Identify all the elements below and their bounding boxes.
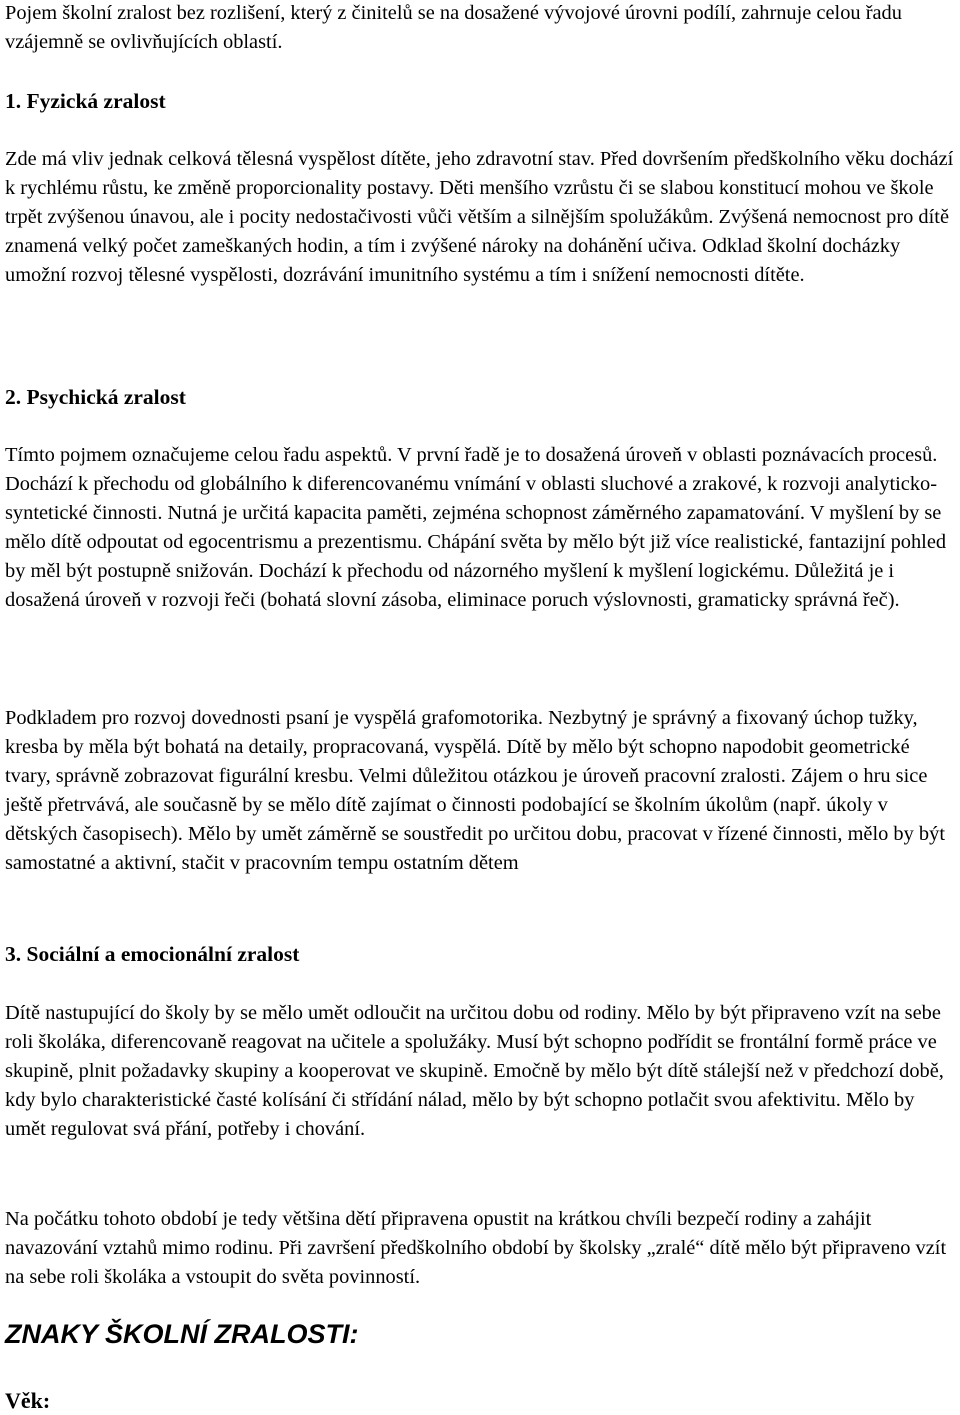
social-maturity-paragraph-2: Na počátku tohoto období je tedy většina dětí připravena opustit na krátkou chvíli bezpečí rodiny a zahájit navazování vztahů mimo rodinu. Při završení předškolního období by školsky „zralé“ dítě mělo být připraveno vzít na sebe roli školáka a vstoupit do světa povinností. (5, 1208, 947, 1288)
signs-heading: ZNAKY ŠKOLNÍ ZRALOSTI: (5, 1319, 359, 1349)
social-maturity-paragraph-1: Dítě nastupující do školy by se mělo umět odloučit na určitou dobu od rodiny. Mělo by být připraveno vzít na sebe roli školáka, diferencovaně reagovat na učitele a spolužáky. Musí být schopno podřídit se frontální formě práce ve skupině, plnit požadavky skupiny a kooperovat ve skupině. Emočně by mělo být dítě stálejší než v předchozí době, kdy bylo charakteristické časté kolísání či střídání nálad, mělo by být schopno potlačit svou afektivitu. Mělo by umět regulovat svá přání, potřeby i chování. (5, 1002, 944, 1140)
age-subheading: Věk: (5, 1388, 51, 1413)
psychical-maturity-paragraph-2: Podkladem pro rozvoj dovednosti psaní je vyspělá grafomotorika. Nezbytný je správný a fixovaný úchop tužky, kresba by měla být bohatá na detaily, propracovaná, vyspělá. Dítě by mělo být schopno napodobit geometrické tvary, správně zobrazovat figurální kresbu. Velmi důležitou otázkou je úroveň pracovní zralosti. Zájem o hru sice ještě přetrvává, ale současně by se mělo dítě zajímat o činnosti podobající se školním úkolům (např. úkoly v dětských časopisech). Mělo by umět záměrně se soustředit po určitou dobu, pracovat v řízené činnosti, mělo by být samostatné a aktivní, stačit v pracovním tempu ostatním dětem (5, 707, 945, 874)
section-heading-physical: 1. Fyzická zralost (5, 89, 166, 113)
intro-paragraph: Pojem školní zralost bez rozlišení, který z činitelů se na dosažené vývojové úrovni podílí, zahrnuje celou řadu vzájemně se ovlivňujících oblastí. (5, 2, 902, 53)
section-heading-psychical: 2. Psychická zralost (5, 385, 186, 409)
psychical-maturity-paragraph-1: Tímto pojmem označujeme celou řadu aspektů. V první řadě je to dosažená úroveň v oblasti poznávacích procesů. Dochází k přechodu od globálního k diferencovanému vnímání v oblasti sluchové a zrakové, k rozvoji analyticko-syntetické činnosti. Nutná je určitá kapacita paměti, zejména schopnost záměrného zapamatování. V myšlení by se mělo dítě odpoutat od egocentrismu a prezentismu. Chápání světa by mělo být již více realistické, fantazijní pohled by měl být postupně snižován. Dochází k přechodu od názorného myšlení k myšlení logickému. Důležitá je i dosažená úroveň v rozvoji řeči (bohatá slovní zásoba, eliminace poruch výslovnosti, gramaticky správná řeč). (5, 444, 947, 611)
section-heading-social: 3. Sociální a emocionální zralost (5, 942, 300, 966)
physical-maturity-paragraph: Zde má vliv jednak celková tělesná vyspělost dítěte, jeho zdravotní stav. Před dovršením předškolního věku dochází k rychlému růstu, ke změně proporcionality postavy. Děti menšího vzrůstu či se slabou konstitucí mohou ve škole trpět zvýšenou únavou, ale i pocity nedostačivosti vůči větším a silnějším spolužákům. Zvýšená nemocnost pro dítě znamená velký počet zameškaných hodin, a tím i zvýšené nároky na dohánění učiva. Odklad školní docházky umožní rozvoj tělesné vyspělosti, dozrávání imunitního systému a tím i snížení nemocnosti dítěte. (5, 148, 954, 286)
